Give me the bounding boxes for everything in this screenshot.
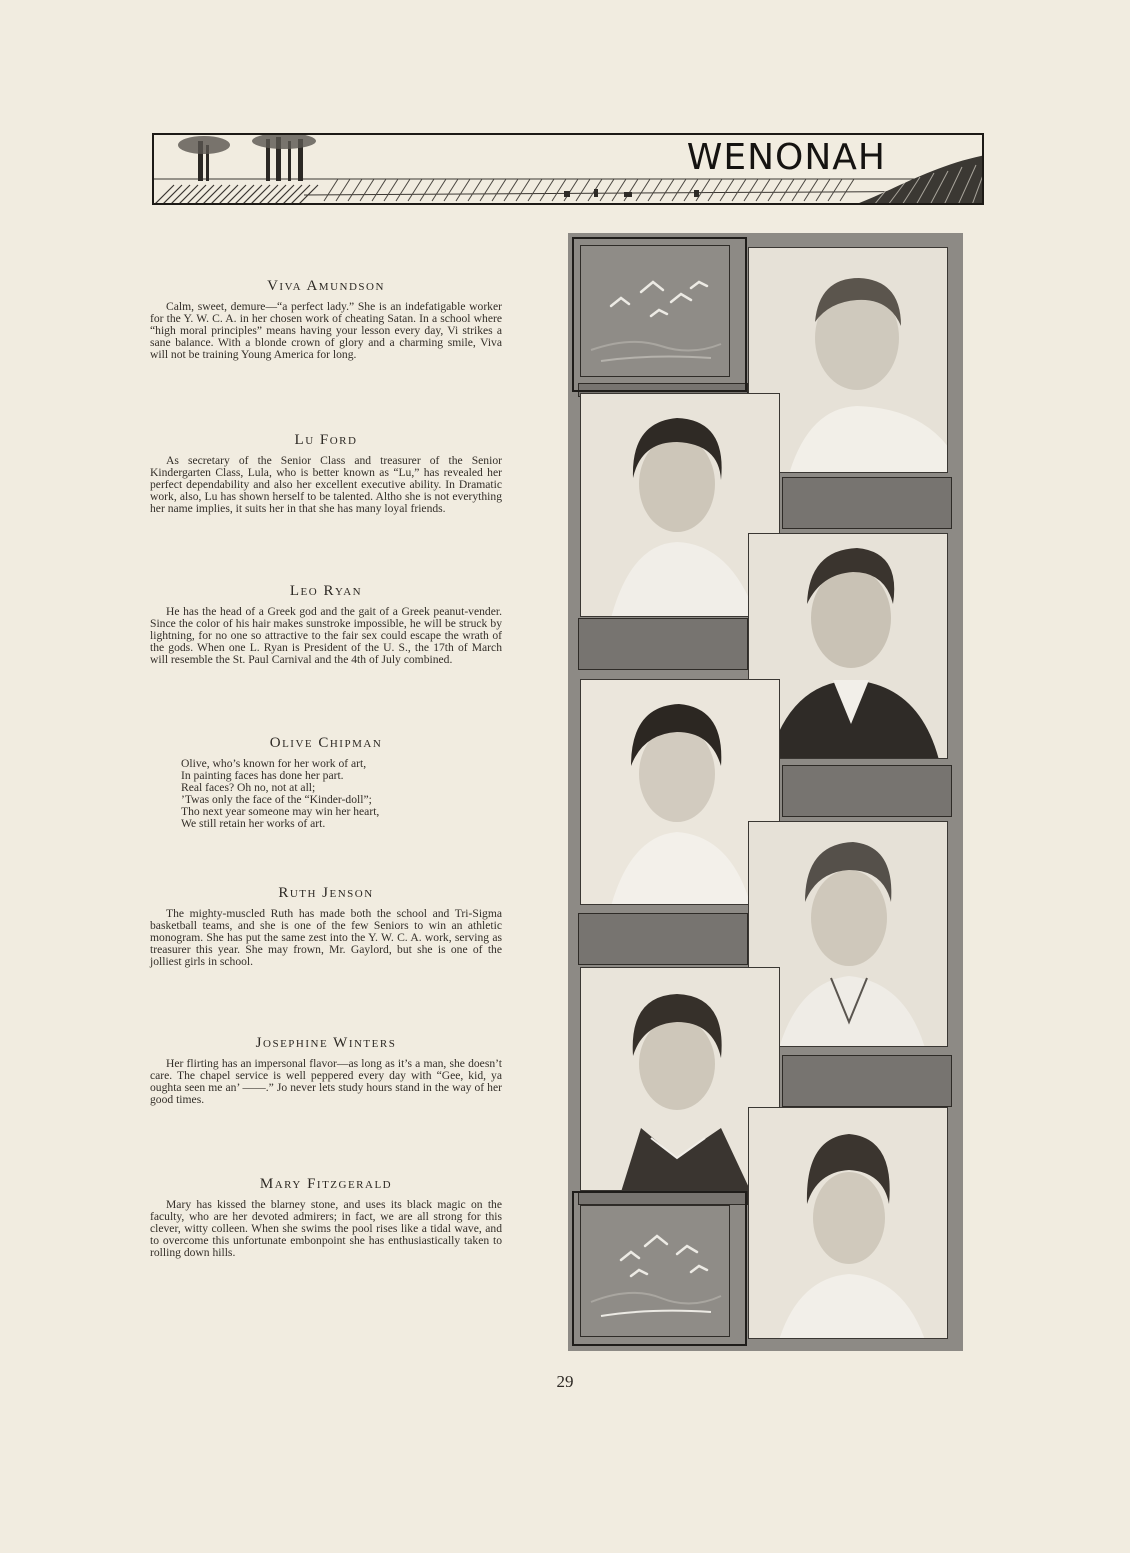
bio-name: Olive Chipman <box>269 735 383 751</box>
bio-leo-ryan <box>150 583 502 666</box>
poem-line: Real faces? Oh no, not at all; <box>181 780 316 794</box>
bio-name: Josephine Winters <box>255 1035 397 1051</box>
bio-ruth-jenson <box>150 885 502 968</box>
connector-band <box>578 618 748 670</box>
bio-viva-amundson <box>150 278 502 361</box>
connector-band <box>782 1055 952 1107</box>
poem-line: Tho next year someone may win her heart, <box>181 804 380 818</box>
connector-band <box>782 765 952 817</box>
bio-text: Her flirting has an impersonal flavor—as long as it’s a man, she doesn’t care. The chapel service is well peppered every day with “Gee, kid, ya oughta seen me an’ ——.” Jo never lets study hours stand in the way of her good times. <box>150 1057 502 1106</box>
bio-name: Viva Amundson <box>267 278 385 294</box>
poem-line: Olive, who’s known for her work of art, <box>181 757 367 770</box>
bio-text: Mary has kissed the blarney stone, and uses its black magic on the faculty, who are her devoted admirers; in fact, we are all strong for this clever, witty colleen. When she swims the pool rises like a tidal wave, and to overcome this unfortunate embonpoint she has enthusiastically taken to rolling down hills. <box>150 1198 502 1259</box>
poem-line: We still retain her works of art. <box>181 816 326 830</box>
bio-name: Leo Ryan <box>289 583 363 599</box>
bio-text: Calm, sweet, demure—“a perfect lady.” She is an indefatigable worker for the Y. W. C. A. in her chosen work of cheating Satan. In a school where “high moral principles” means having your lesson every day, Vi strikes a sane balance. With a blonde crown of glory and a charming smile, Viva will not be training Young America for long. <box>150 300 502 361</box>
poem-line: In painting faces has done her part. <box>181 768 344 782</box>
connector-band <box>782 477 952 529</box>
bio-lu-ford <box>150 432 502 515</box>
bio-mary-fitzgerald <box>150 1176 502 1259</box>
photo-panel <box>568 233 963 1351</box>
bio-poem <box>150 758 502 829</box>
portrait-icon <box>749 1108 948 1339</box>
poem-line: ’Twas only the face of the “Kinder-doll”; <box>181 792 372 806</box>
portrait-photo <box>748 1107 948 1339</box>
landscape-tile <box>580 1205 730 1337</box>
bio-name: Ruth Jenson <box>278 885 374 901</box>
bio-name: Mary Fitzgerald <box>259 1176 393 1192</box>
header-banner <box>152 133 984 205</box>
banner-title: WENONAH <box>686 137 886 178</box>
bio-text: The mighty-muscled Ruth has made both the school and Tri-Sigma basketball teams, and she is one of the few Seniors to win an athletic monogram. She has put the same zest into the Y. W. C. A. work, serving as treasurer this year. She may frown, Mr. Gaylord, but she is one of the jolliest girls in school. <box>150 907 502 968</box>
birds-landscape-icon <box>581 1206 729 1336</box>
bio-josephine-winters <box>150 1035 502 1106</box>
bio-name: Lu Ford <box>294 432 358 448</box>
bio-text: He has the head of a Greek god and the gait of a Greek peanut-vender. Since the color of his hair makes sunstroke impossible, he will be struck by lightning, for no one so attractive to the fair sex could escape the wrath of the gods. When one L. Ryan is President of the U. S., the 17th of March will resemble the St. Paul Carnival and the 4th of July combined. <box>150 605 502 666</box>
bio-text: As secretary of the Senior Class and treasurer of the Senior Kindergarten Class, Lula, who is better known as “Lu,” has revealed her perfect dependability and also her excellent executive ability. In Dramatic work, also, Lu has shown herself to be talented. Altho she is not everything her name implies, it suits her in that she has many loyal friends. <box>150 454 502 515</box>
birds-landscape-icon <box>581 246 729 376</box>
landscape-tile <box>580 245 730 377</box>
page-number: 29 <box>556 1372 574 1391</box>
connector-band <box>578 913 748 965</box>
bio-olive-chipman <box>150 735 502 829</box>
